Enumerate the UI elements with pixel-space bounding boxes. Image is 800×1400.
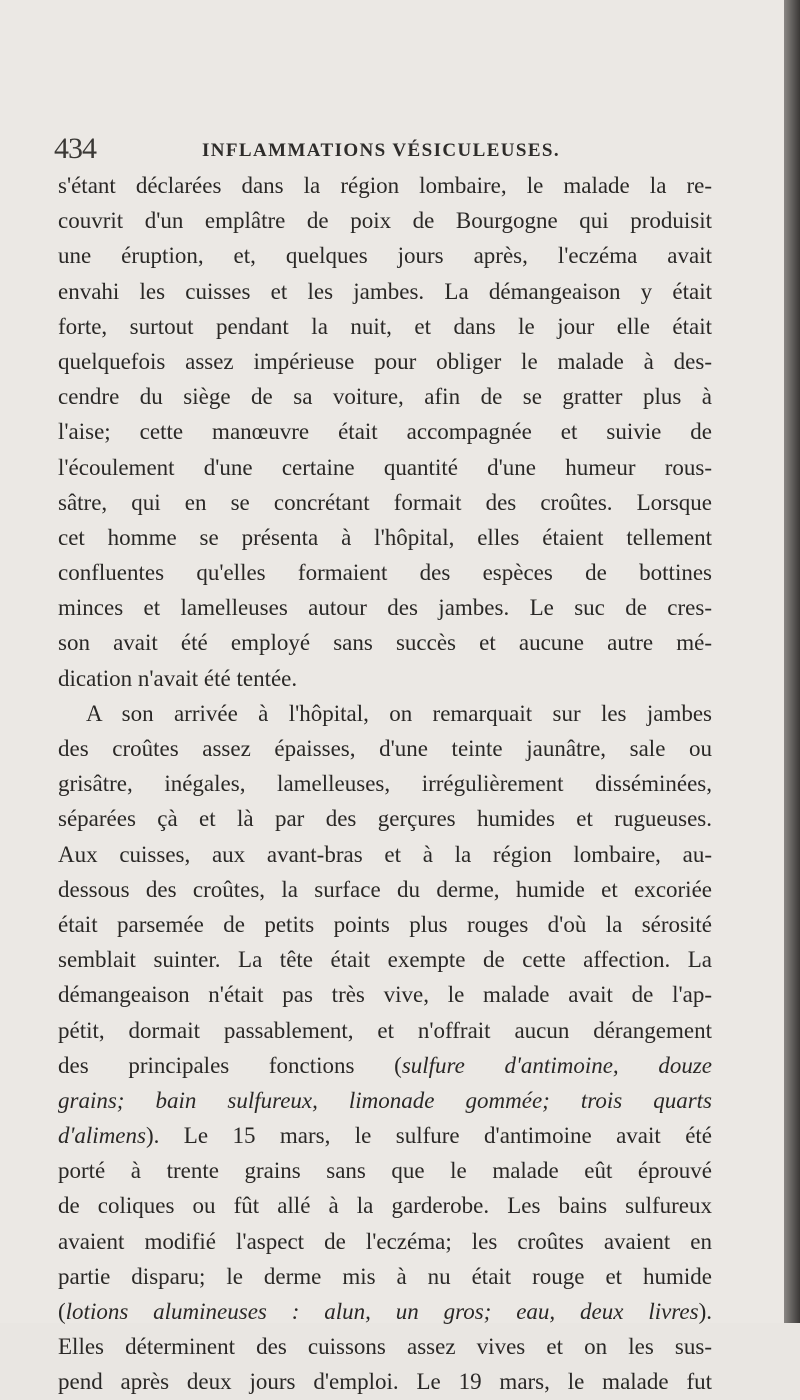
- text-line: confluentes qu'elles formaient des espèces de bottines: [58, 560, 712, 586]
- text-run: (: [58, 1299, 66, 1324]
- text-line: l'écoulement d'une certaine quantité d'une humeur rous-: [58, 454, 712, 480]
- text-line: dessous des croûtes, la surface du derme, humide et excoriée: [58, 876, 712, 902]
- text-line: forte, surtout pendant la nuit, et dans le jour elle était: [58, 313, 712, 339]
- text-line: séparées çà et là par des gerçures humides et rugueuses.: [58, 806, 712, 832]
- text-line: Aux cuisses, aux avant-bras et à la région lombaire, au-: [58, 841, 712, 867]
- body-text: [58, 168, 712, 1400]
- text-line-paragraph-end: dication n'avait été tentée.: [58, 665, 298, 691]
- text-line: démangeaison n'était pas très vive, le malade avait de l'ap-: [58, 982, 712, 1008]
- text-run: des principales fonctions (: [58, 1052, 402, 1078]
- text-line: son avait été employé sans succès et aucune autre mé-: [58, 630, 712, 656]
- text-line: était parsemée de petits points plus rouges d'où la sérosité: [58, 911, 712, 937]
- text-run: ).: [698, 1299, 712, 1324]
- italic-run: grains; bain sulfureux, limonade gommée; trois quarts: [58, 1087, 712, 1113]
- text-line: pend après deux jours d'emploi. Le 19 mars, le malade fut: [58, 1369, 712, 1395]
- page-header: [54, 132, 714, 164]
- text-line-with-italic: [58, 1118, 712, 1153]
- text-line: Elles déterminent des cuissons assez vives et on les sus-: [58, 1334, 712, 1360]
- text-line: semblait suinter. La tête était exempte de cette affection. La: [58, 947, 712, 973]
- text-line: grisâtre, inégales, lamelleuses, irrégulièrement disséminées,: [58, 771, 712, 797]
- italic-run: sulfure d'antimoine, douze: [401, 1052, 712, 1078]
- text-line: minces et lamelleuses autour des jambes. Le suc de cres-: [58, 595, 712, 621]
- text-line-paragraph-start: A son arrivée à l'hôpital, on remarquait sur les jambes: [86, 700, 712, 726]
- text-line-with-italic: [58, 1294, 712, 1329]
- italic-run: d'alimens: [58, 1123, 146, 1149]
- text-line: cet homme se présenta à l'hôpital, elles étaient tellement: [58, 524, 712, 550]
- text-line: partie disparu; le derme mis à nu était rouge et humide: [58, 1263, 712, 1289]
- running-head: INFLAMMATIONS VÉSICULEUSES.: [202, 140, 561, 161]
- text-line: une éruption, et, quelques jours après, l'eczéma avait: [58, 243, 712, 269]
- book-spine-shadow: [784, 0, 800, 1323]
- text-line-italic: [58, 1083, 712, 1118]
- page-number: 434: [54, 132, 96, 165]
- text-line: l'aise; cette manœuvre était accompagnée et suivie de: [58, 419, 712, 445]
- text-line: de coliques ou fût allé à la garderobe. Les bains sulfureux: [58, 1193, 712, 1219]
- text-line: quelquefois assez impérieuse pour obliger le malade à des-: [58, 348, 712, 374]
- text-line: cendre du siège de sa voiture, afin de se gratter plus à: [58, 384, 712, 410]
- text-run: ). Le 15 mars, le sulfure d'antimoine avait été: [145, 1123, 712, 1149]
- text-line: des croûtes assez épaisses, d'une teinte jaunâtre, sale ou: [58, 736, 712, 761]
- text-line: porté à trente grains sans que le malade eût éprouvé: [58, 1158, 712, 1184]
- italic-run: lotions alumineuses : alun, un gros; eau, deux livres: [65, 1299, 699, 1324]
- text-line: s'étant déclarées dans la région lombaire, le malade la re-: [58, 173, 712, 198]
- text-line: envahi les cuisses et les jambes. La démangeaison y était: [58, 278, 712, 304]
- text-line: pétit, dormait passablement, et n'offrait aucun dérangement: [58, 1017, 712, 1043]
- text-line-with-italic: [58, 1048, 712, 1083]
- text-line: couvrit d'un emplâtre de poix de Bourgogne qui produisit: [58, 208, 712, 234]
- text-line: avaient modifié l'aspect de l'eczéma; les croûtes avaient en: [58, 1228, 712, 1254]
- text-line: sâtre, qui en se concrétant formait des croûtes. Lorsque: [58, 489, 712, 515]
